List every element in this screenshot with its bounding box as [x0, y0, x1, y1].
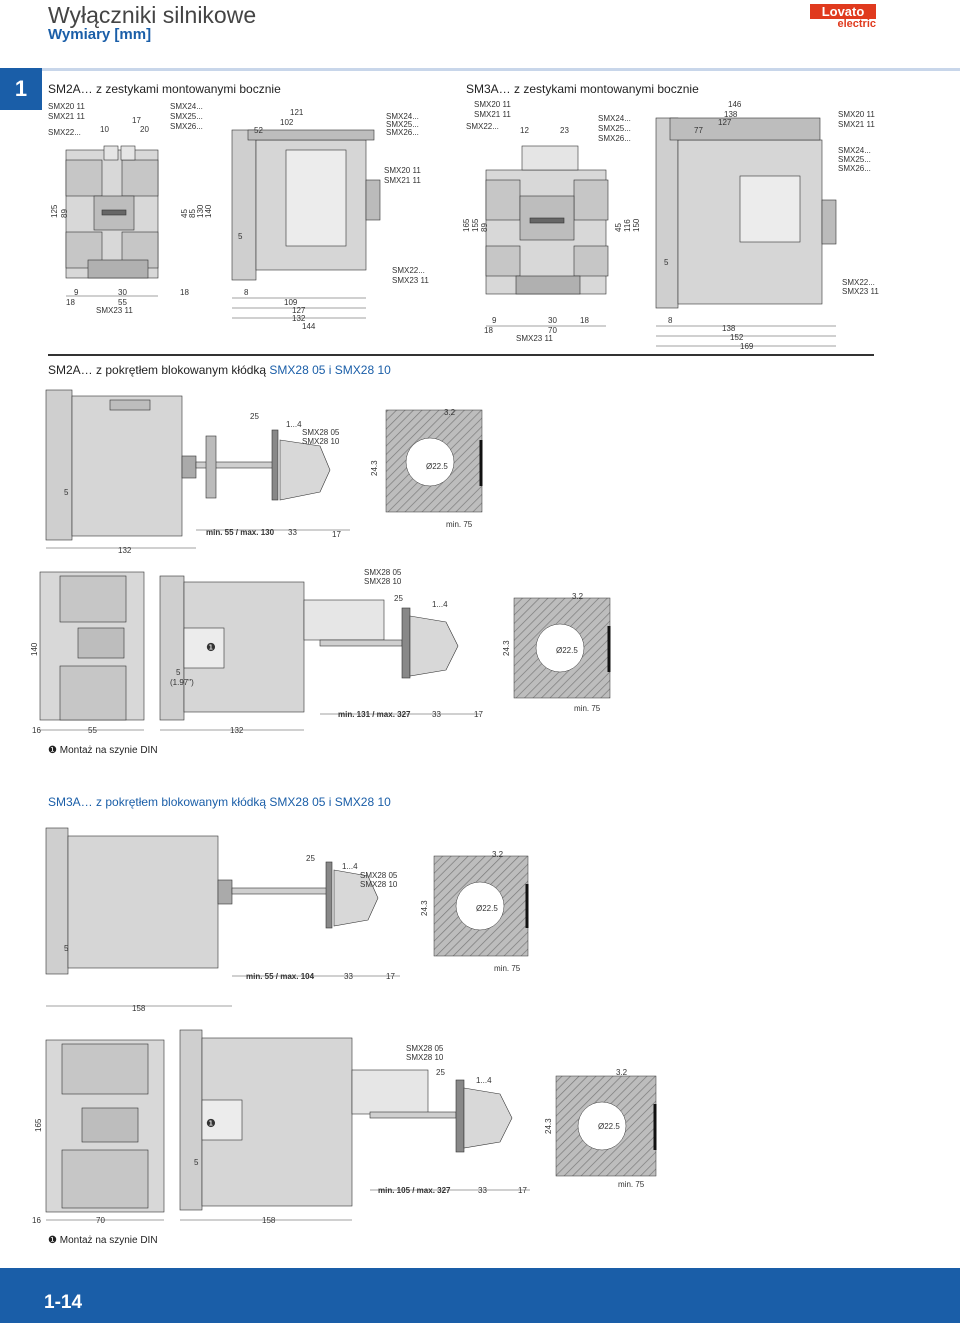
- label-smx25-c: SMX25...: [598, 124, 631, 133]
- dim-17: 17: [132, 116, 141, 125]
- dim-d22-5-a: Ø22.5: [426, 462, 448, 471]
- sm2a-lock-side-view-2: [160, 576, 458, 720]
- dim-132-b: 132: [230, 726, 244, 735]
- din-marker-1: ❶: [206, 642, 216, 654]
- page-number: 1-14: [44, 1292, 83, 1313]
- label-smx28-05-c: SMX28 05: [360, 871, 398, 880]
- footer-bar: [0, 1268, 960, 1323]
- dim-9: 9: [74, 288, 79, 297]
- logo-top: Lovato: [810, 4, 876, 19]
- dim-24-3-c: 24.3: [420, 900, 429, 916]
- dim-5-b: 5: [176, 668, 181, 677]
- sm2a-lock-side-view: [46, 390, 330, 540]
- sm3a-lock-side-view-2: [180, 1030, 512, 1210]
- dim-155: 155: [471, 218, 480, 232]
- section-heading-sm3a-side: SM3A… z zestykami montowanymi bocznie: [466, 82, 699, 96]
- label-smx28-10-d: SMX28 10: [406, 1053, 444, 1062]
- sm2a-side-view: [232, 130, 380, 280]
- dim-85: 85: [188, 209, 197, 218]
- dim-109: 109: [284, 298, 298, 307]
- dim-77: 77: [694, 126, 703, 135]
- label-smx26-b: SMX26...: [386, 128, 419, 137]
- label-smx26-d: SMX26...: [838, 164, 871, 173]
- dim-3-2-b: 3.2: [572, 592, 584, 601]
- dim-55: 55: [118, 298, 127, 307]
- dim-18c: 18: [484, 326, 493, 335]
- dim-5-a: 5: [64, 488, 69, 497]
- section-heading-sm3a-lock: SM3A… z pokrętłem blokowanym kłódką SMX28 05 i SMX28 10: [48, 795, 391, 809]
- dim-min-max-c: min. 55 / max. 104: [246, 972, 315, 981]
- dim-132-a: 132: [118, 546, 132, 555]
- label-smx21: SMX21 11: [48, 112, 85, 121]
- dim-89b: 89: [480, 223, 489, 232]
- dim-55-b: 55: [88, 726, 97, 735]
- dim-3-2-d: 3.2: [616, 1068, 628, 1077]
- sm2a-lock-front-view: [40, 572, 144, 720]
- label-smx28-05-d: SMX28 05: [406, 1044, 444, 1053]
- dim-17-d: 17: [518, 1186, 527, 1195]
- dim-52: 52: [254, 126, 263, 135]
- dim-3-2-a: 3.2: [444, 408, 456, 417]
- dim-33-c: 33: [344, 972, 353, 981]
- label-smx23: SMX23 11: [96, 306, 133, 315]
- section-heading-sm2a-side: SM2A… z zestykami montowanymi bocznie: [48, 82, 281, 96]
- dim-24-3-d: 24.3: [544, 1118, 553, 1134]
- dim-min-75-d: min. 75: [618, 1180, 645, 1189]
- dim-1-4-b: 1...4: [432, 600, 448, 609]
- dim-min-max-b: min. 131 / max. 327: [338, 710, 411, 719]
- dim-18d: 18: [580, 316, 589, 325]
- dim-16-b: 16: [32, 726, 41, 735]
- dim-1-97: (1.97"): [170, 678, 194, 687]
- din-marker-2: ❶: [206, 1118, 216, 1130]
- label-smx22-d: SMX22...: [842, 278, 875, 287]
- label-smx24-b: SMX24...: [386, 112, 419, 121]
- label-smx28-05-a: SMX28 05: [302, 428, 340, 437]
- dim-18: 18: [66, 298, 75, 307]
- dim-165: 165: [462, 218, 471, 232]
- label-smx20-b: SMX20 11: [384, 166, 421, 175]
- dim-9b: 9: [492, 316, 497, 325]
- panel-cutout-1: [386, 410, 482, 512]
- dim-102: 102: [280, 118, 294, 127]
- dim-1-4-d: 1...4: [476, 1076, 492, 1085]
- dim-20: 20: [140, 125, 149, 134]
- dim-33-b: 33: [432, 710, 441, 719]
- page-subtitle: Wymiary [mm]: [48, 26, 152, 43]
- label-smx23-d: SMX23 11: [842, 287, 879, 296]
- dim-116: 116: [623, 219, 632, 232]
- label-smx21-d: SMX21 11: [838, 120, 875, 129]
- din-rail-note-1: ❶ Montaż na szynie DIN: [48, 745, 158, 756]
- dim-25-d: 25: [436, 1068, 445, 1077]
- label-smx20: SMX20 11: [48, 102, 85, 111]
- dim-10: 10: [100, 125, 109, 134]
- label-smx23-c: SMX23 11: [516, 334, 553, 343]
- dim-30b: 30: [548, 316, 557, 325]
- dim-16-d: 16: [32, 1216, 41, 1225]
- sm3a-lock-front-view: [46, 1040, 164, 1212]
- dim-132: 132: [292, 314, 306, 323]
- dim-5b: 5: [664, 258, 669, 267]
- dim-1-4-a: 1...4: [286, 420, 302, 429]
- dim-17-b: 17: [474, 710, 483, 719]
- dim-5: 5: [238, 232, 243, 241]
- dim-24-3-b: 24.3: [502, 640, 511, 656]
- dim-45b: 45: [614, 223, 623, 232]
- label-smx20-c: SMX20 11: [474, 100, 511, 109]
- dim-8: 8: [244, 288, 249, 297]
- dim-17-c: 17: [386, 972, 395, 981]
- dim-min-75-a: min. 75: [446, 520, 473, 529]
- dim-5-c: 5: [64, 944, 69, 953]
- label-smx26: SMX26...: [170, 122, 203, 131]
- label-smx22-c: SMX22...: [466, 122, 499, 131]
- dim-12: 12: [520, 126, 529, 135]
- dim-169: 169: [740, 342, 754, 351]
- dim-1-4-c: 1...4: [342, 862, 358, 871]
- dim-25-a: 25: [250, 412, 259, 421]
- din-rail-note-2: ❶ Montaż na szynie DIN: [48, 1235, 158, 1246]
- dim-33-d: 33: [478, 1186, 487, 1195]
- heading-highlight: SMX28 05 i SMX28 10: [269, 363, 391, 377]
- dim-45: 45: [180, 209, 189, 218]
- label-smx28-05-b: SMX28 05: [364, 568, 402, 577]
- dim-24-3-a: 24.3: [370, 460, 379, 476]
- label-smx22: SMX22...: [48, 128, 81, 137]
- dim-25-b: 25: [394, 594, 403, 603]
- label-smx22-b: SMX22...: [392, 266, 425, 275]
- dim-158-c: 158: [132, 1004, 146, 1013]
- label-smx26-c: SMX26...: [598, 134, 631, 143]
- dim-140-b: 140: [30, 642, 39, 656]
- dim-3-2-c: 3.2: [492, 850, 504, 859]
- label-smx21-b: SMX21 11: [384, 176, 421, 185]
- dim-146: 146: [728, 100, 742, 109]
- label-smx28-10-b: SMX28 10: [364, 577, 402, 586]
- label-smx24-c: SMX24...: [598, 114, 631, 123]
- label-smx20-d: SMX20 11: [838, 110, 875, 119]
- dim-70-d: 70: [96, 1216, 105, 1225]
- dim-150: 150: [632, 218, 641, 232]
- dim-121: 121: [290, 108, 304, 117]
- dim-130: 130: [196, 204, 205, 218]
- dim-d22-5-b: Ø22.5: [556, 646, 578, 655]
- label-smx24: SMX24...: [170, 102, 203, 111]
- dim-33-a: 33: [288, 528, 297, 537]
- sm3a-front-view: [486, 146, 608, 294]
- page-title: Wyłączniki silnikowe: [48, 2, 257, 28]
- dim-144: 144: [302, 322, 316, 331]
- dim-30: 30: [118, 288, 127, 297]
- sm3a-side-view: [656, 118, 836, 308]
- label-smx25: SMX25...: [170, 112, 203, 121]
- sm2a-front-view: [66, 146, 158, 278]
- dim-89: 89: [60, 209, 69, 218]
- label-smx28-10-c: SMX28 10: [360, 880, 398, 889]
- dim-min-max-d: min. 105 / max. 327: [378, 1186, 451, 1195]
- dim-min-max-a: min. 55 / max. 130: [206, 528, 275, 537]
- dim-127: 127: [292, 306, 306, 315]
- label-smx24-d: SMX24...: [838, 146, 871, 155]
- dim-8b: 8: [668, 316, 673, 325]
- dim-140: 140: [204, 204, 213, 218]
- dim-17-a: 17: [332, 530, 341, 539]
- dim-70: 70: [548, 326, 557, 335]
- sm3a-lock-side-view: [46, 828, 378, 974]
- dim-165-d: 165: [34, 1118, 43, 1132]
- label-smx23-b: SMX23 11: [392, 276, 429, 285]
- dim-127b: 127: [718, 118, 732, 127]
- dim-min-75-c: min. 75: [494, 964, 521, 973]
- label-smx28-10-a: SMX28 10: [302, 437, 340, 446]
- label-smx21-c: SMX21 11: [474, 110, 511, 119]
- dim-d22-5-c: Ø22.5: [476, 904, 498, 913]
- dim-138b: 138: [722, 324, 736, 333]
- dim-158-d: 158: [262, 1216, 276, 1225]
- logo-bottom: electric: [837, 18, 876, 30]
- heading-text: SM2A… z pokrętłem blokowanym kłódką: [48, 363, 270, 377]
- dim-25-c: 25: [306, 854, 315, 863]
- dim-min-75-b: min. 75: [574, 704, 601, 713]
- label-smx25-b: SMX25...: [386, 120, 419, 129]
- dim-18b: 18: [180, 288, 189, 297]
- label-smx25-d: SMX25...: [838, 155, 871, 164]
- dim-23: 23: [560, 126, 569, 135]
- dim-5-d: 5: [194, 1158, 199, 1167]
- dim-d22-5-d: Ø22.5: [598, 1122, 620, 1131]
- dim-138: 138: [724, 110, 738, 119]
- dim-152: 152: [730, 333, 744, 342]
- dim-125: 125: [50, 204, 59, 218]
- section-tab: 1: [0, 68, 42, 110]
